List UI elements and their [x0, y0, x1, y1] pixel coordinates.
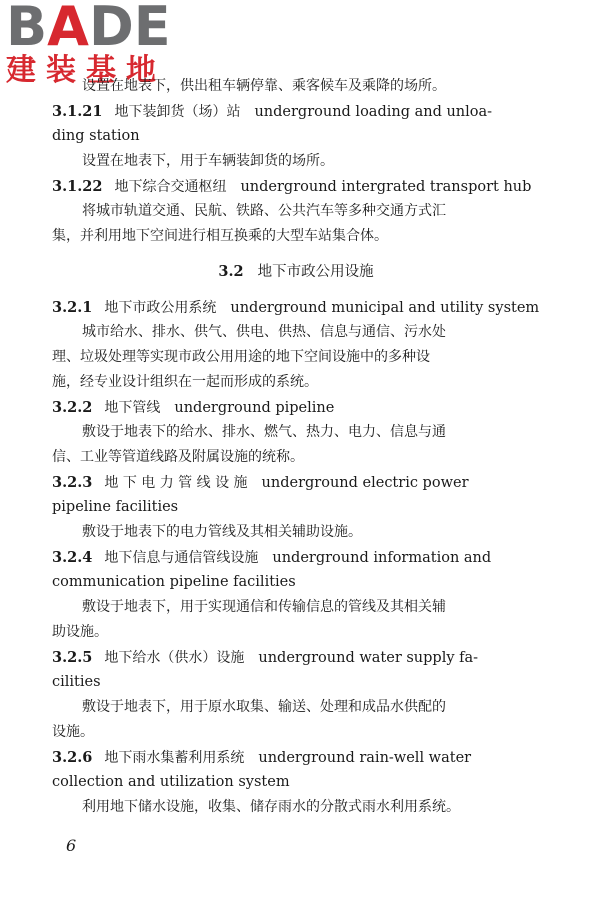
term-entry [52, 470, 540, 545]
term-number: 3.2.5 [52, 649, 93, 666]
term-chinese: 地下信息与通信管线设施 [104, 550, 259, 566]
term-number: 3.1.21 [52, 103, 103, 120]
term-number: 3.2.1 [52, 299, 93, 316]
term-definition-line: 利用地下储水设施，收集、储存雨水的分散式雨水利用系统。 [82, 799, 460, 815]
term-heading [52, 174, 540, 199]
terms-group-3-1 [52, 99, 540, 249]
term-chinese: 地下管线 [104, 400, 161, 416]
term-definition-line: 敷设于地表下，用于实现通信和传输信息的管线及其相关辅 [82, 599, 446, 615]
term-entry [52, 295, 540, 395]
term-english: underground loading and unloa- [254, 104, 493, 120]
term-number: 3.2.4 [52, 549, 93, 566]
term-english-continuation: ding station [52, 128, 140, 144]
section-number: 3.2 [218, 263, 244, 280]
term-english: underground pipeline [174, 400, 335, 416]
term-definition-line: 助设施。 [52, 624, 108, 640]
term-heading [52, 470, 540, 495]
term-definition-line: 将城市轨道交通、民航、铁路、公共汽车等多种交通方式汇 [82, 203, 446, 219]
term-english: underground water supply fa- [258, 650, 479, 666]
term-heading [52, 745, 540, 770]
logo-mark: BADE [6, 0, 171, 58]
section-heading [52, 257, 540, 287]
term-entry [52, 645, 540, 745]
term-english: underground rain-well water [258, 750, 472, 766]
term-definition-line: 施，经专业设计组织在一起而形成的系统。 [52, 374, 318, 390]
page-number: 6 [66, 836, 77, 855]
top-continuation-line: 设置在地表下，供出租车辆停靠、乘客候车及乘降的场所。 [82, 78, 446, 94]
term-english: underground intergrated transport hub [240, 179, 532, 195]
term-entry [52, 545, 540, 645]
term-definition-line: 集，并利用地下空间进行相互换乘的大型车站集合体。 [52, 228, 388, 244]
document-body [52, 74, 540, 820]
term-english-continuation: cilities [52, 674, 101, 690]
term-heading [52, 295, 540, 320]
term-definition-line: 城市给水、排水、供气、供电、供热、信息与通信、污水处 [82, 324, 446, 340]
term-entry [52, 99, 540, 174]
section-title: 地下市政公用设施 [257, 264, 374, 280]
term-definition-line: 敷设于地表下的电力管线及其相关辅助设施。 [82, 524, 362, 540]
term-definition-line: 设施。 [52, 724, 94, 740]
term-chinese: 地下雨水集蓄利用系统 [104, 750, 245, 766]
term-entry [52, 174, 540, 249]
term-number: 3.1.22 [52, 178, 103, 195]
term-english-continuation: collection and utilization system [52, 774, 290, 790]
term-chinese: 地下综合交通枢纽 [114, 179, 227, 195]
term-heading [52, 545, 540, 570]
term-english: underground information and [272, 550, 492, 566]
terms-group-3-2 [52, 295, 540, 820]
term-definition-line: 敷设于地表下的给水、排水、燃气、热力、电力、信息与通 [82, 424, 446, 440]
term-english-continuation: pipeline facilities [52, 499, 179, 515]
term-number: 3.2.6 [52, 749, 93, 766]
term-heading [52, 99, 540, 124]
term-english: underground electric power [261, 475, 469, 491]
term-entry [52, 745, 540, 820]
term-definition-line: 设置在地表下，用于车辆装卸货的场所。 [82, 153, 334, 169]
term-chinese: 地下装卸货（场）站 [114, 104, 241, 120]
term-heading [52, 645, 540, 670]
term-chinese: 地下市政公用系统 [104, 300, 217, 316]
term-heading [52, 395, 540, 420]
term-chinese: 地下给水（供水）设施 [104, 650, 245, 666]
term-definition-line: 信、工业等管道线路及附属设施的统称。 [52, 449, 304, 465]
term-definition-line: 敷设于地表下，用于原水取集、输送、处理和成品水供配的 [82, 699, 446, 715]
term-chinese: 地 下 电 力 管 线 设 施 [104, 475, 248, 491]
term-definition-line: 理、垃圾处理等实现市政公用用途的地下空间设施中的多种设 [52, 349, 430, 365]
term-english-continuation: communication pipeline facilities [52, 574, 296, 590]
term-number: 3.2.2 [52, 399, 93, 416]
term-entry [52, 395, 540, 470]
term-english: underground municipal and utility system [230, 300, 540, 316]
term-number: 3.2.3 [52, 474, 93, 491]
logo-subtitle: 建装基地 [6, 53, 166, 88]
